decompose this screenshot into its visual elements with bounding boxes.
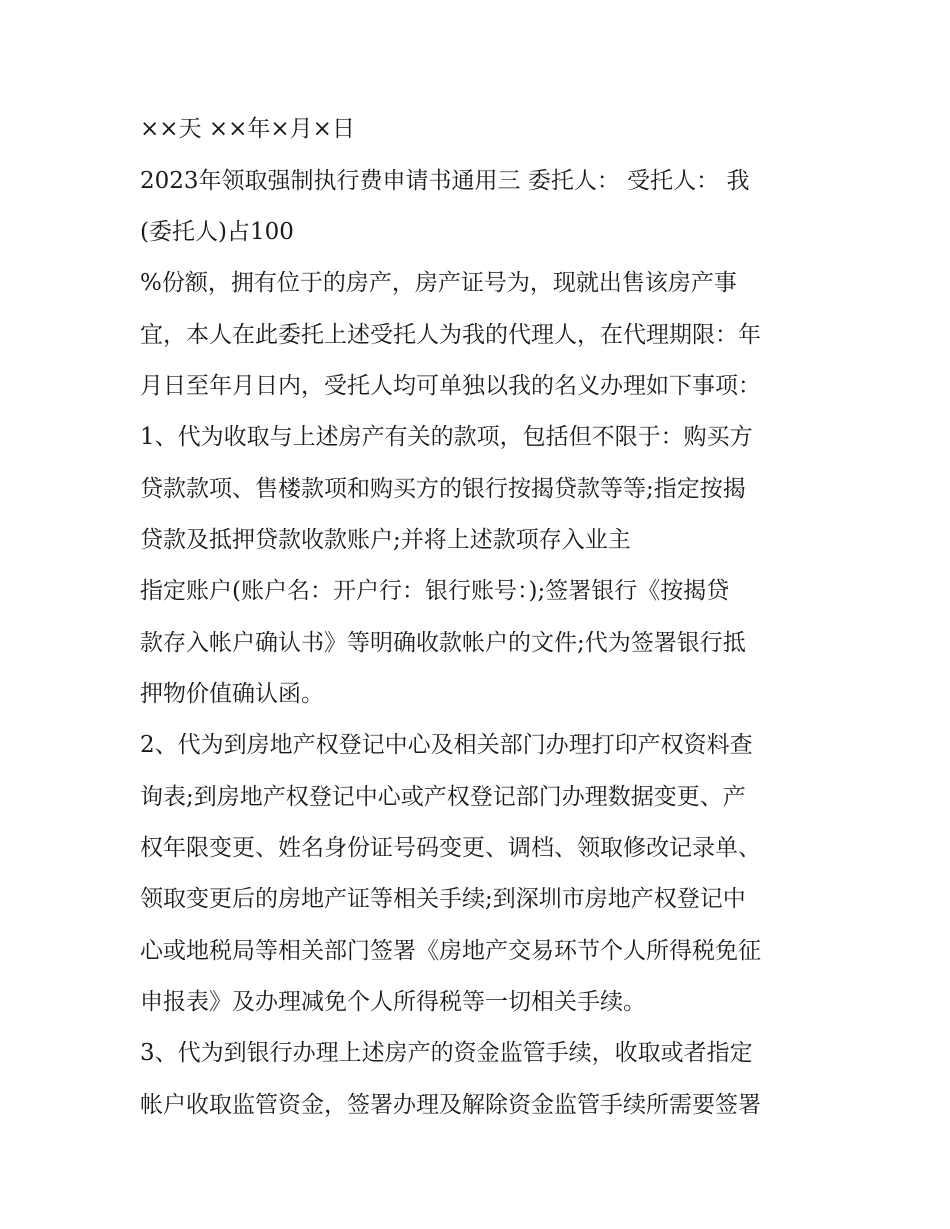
- text-line: %份额，拥有位于的房产，房产证号为，现就出售该房产事: [140, 270, 737, 296]
- text-line: 2023年领取强制执行费申请书通用三 委托人： 受托人： 我: [140, 168, 750, 194]
- text-line: 权年限变更、姓名身份证号码变更、调档、领取修改记录单、: [140, 835, 761, 861]
- text-line: 款存入帐户确认书》等明确收款帐户的文件;代为签署银行抵: [140, 630, 746, 656]
- text-line: ××天 ××年×月×日: [140, 116, 355, 142]
- text-line: 领取变更后的房地产证等相关手续;到深圳市房地产权登记中: [140, 886, 746, 912]
- text-line: (委托人)占100: [140, 219, 294, 245]
- text-line: 押物价值确认函。: [140, 681, 324, 707]
- text-line: 贷款及抵押贷款收款账户;并将上述款项存入业主: [140, 527, 631, 553]
- text-line: 宜，本人在此委托上述受托人为我的代理人，在代理期限：年: [140, 322, 761, 348]
- text-line: 3、代为到银行办理上述房产的资金监管手续，收取或者指定: [140, 1040, 753, 1066]
- text-line: 1、代为收取与上述房产有关的款项，包括但不限于：购买方: [140, 424, 753, 450]
- text-line: 心或地税局等相关部门签署《房地产交易环节个人所得税免征: [140, 938, 761, 964]
- text-line: 指定账户(账户名：开户行：银行账号：);签署银行《按揭贷: [140, 578, 730, 604]
- text-line: 月日至年月日内，受托人均可单独以我的名义办理如下事项：: [140, 373, 761, 399]
- text-line: 申报表》及办理减免个人所得税等一切相关手续。: [140, 989, 646, 1015]
- text-line: 贷款款项、售楼款项和购买方的银行按揭贷款等等;指定按揭: [140, 476, 746, 502]
- text-line: 询表;到房地产权登记中心或产权登记部门办理数据变更、产: [140, 784, 746, 810]
- text-line: 帐户收取监管资金，签署办理及解除资金监管手续所需要签署: [140, 1092, 761, 1118]
- text-line: 2、代为到房地产权登记中心及相关部门办理打印产权资料查: [140, 732, 753, 758]
